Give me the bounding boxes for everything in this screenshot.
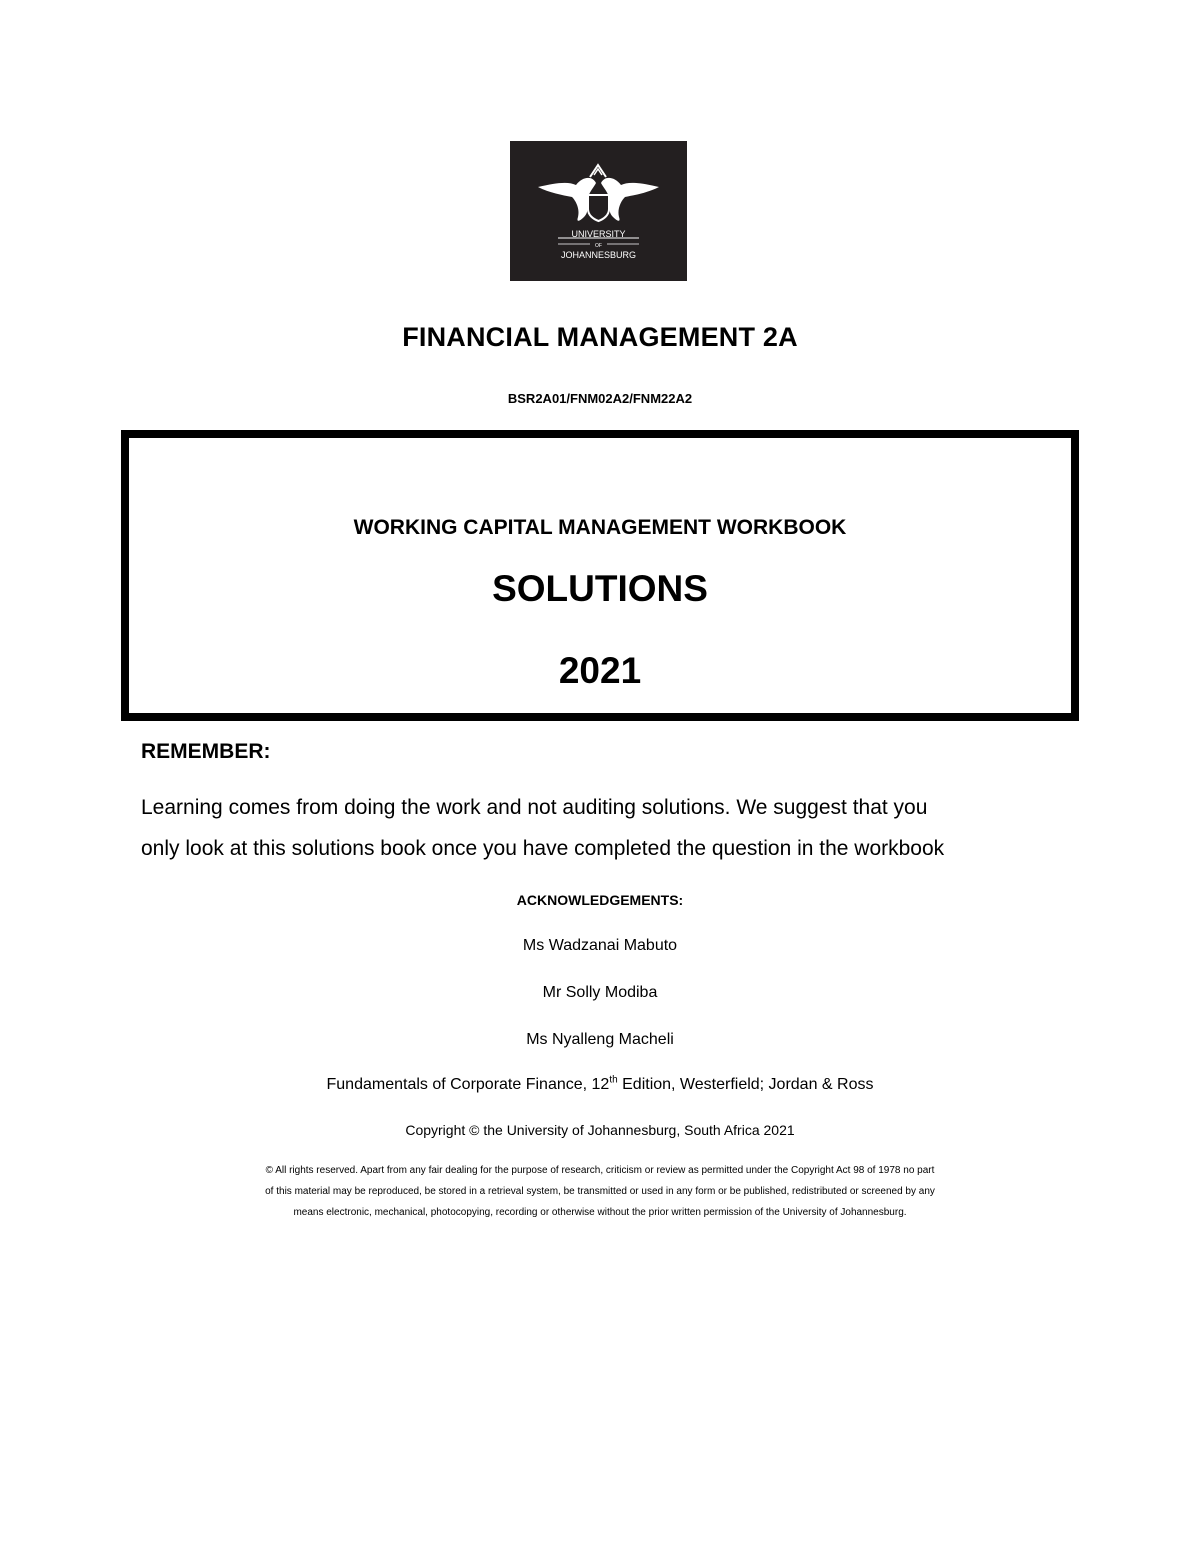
acknowledgements-heading: ACKNOWLEDGEMENTS: [516,892,684,908]
remember-text-line1: Learning comes from doing the work and not auditing solutions. We suggest that you [141,796,928,819]
logo-line3: JOHANNESBURG [560,250,637,260]
acknowledged-person: Ms Nyalleng Macheli [526,1031,674,1048]
module-codes: BSR2A01/FNM02A2/FNM22A2 [507,391,693,406]
rights-notice-line1: © All rights reserved. Apart from any fair dealing for the purpose of research, criticism or review as permitted under the Copyright Act 98 of 1978 no part [265,1165,935,1176]
workbook-subtitle: WORKING CAPITAL MANAGEMENT WORKBOOK [353,516,847,539]
reference-superscript: th [609,1074,618,1086]
acknowledged-person: Mr Solly Modiba [542,984,658,1001]
reference-text-end: Edition, Westerfield; Jordan & Ross [617,1076,874,1093]
remember-text-line2: only look at this solutions book once you have completed the question in the workbook [141,837,945,860]
remember-heading: REMEMBER: [141,740,271,763]
acknowledged-person: Ms Wadzanai Mabuto [522,937,678,954]
year-heading: 2021 [558,650,642,691]
solutions-heading: SOLUTIONS [492,568,708,609]
reference-text: Fundamentals of Corporate Finance, 12 [326,1076,610,1093]
title-box [121,430,1079,721]
logo-line2: OF [595,243,602,249]
crest-icon [510,141,687,281]
copyright-line: Copyright © the University of Johannesburg, South Africa 2021 [405,1122,795,1138]
logo-line1: UNIVERSITY [571,229,626,239]
rights-notice-line3: means electronic, mechanical, photocopying, recording or otherwise without the prior written permission of the University of Johannesburg. [293,1207,907,1218]
textbook-reference [0,1076,1200,1094]
page-title: FINANCIAL MANAGEMENT 2A [402,322,798,352]
university-logo [510,141,687,281]
rights-notice-line2: of this material may be reproduced, be stored in a retrieval system, be transmitted or used in any form or be published, redistributed or screened by any [265,1186,935,1197]
